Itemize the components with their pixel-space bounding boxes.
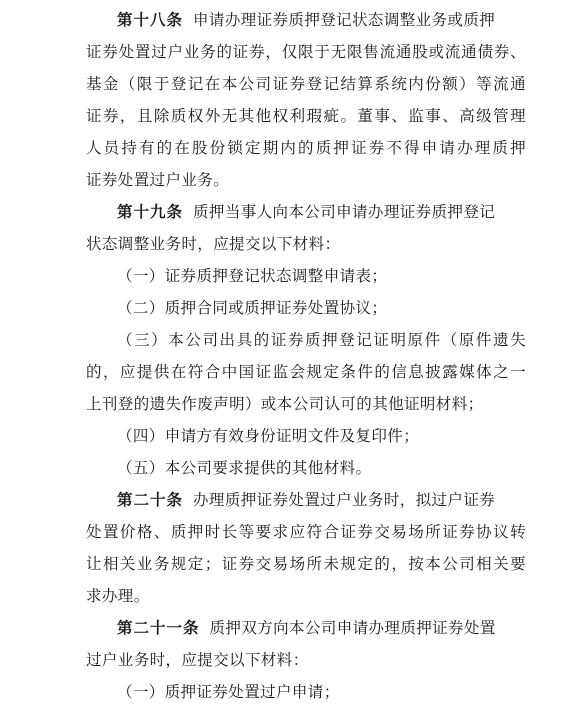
article-19-item-3-cont-2: 上刊登的遗失作废声明）或本公司认可的其他证明材料； <box>86 395 484 413</box>
article-20-title: 第二十条 <box>117 490 184 509</box>
article-21-line-1: 质押双方向本公司申请办理质押证券处置 <box>209 619 496 637</box>
article-21-first-line <box>117 618 526 638</box>
article-18-line-1: 申请办理证券质押登记状态调整业务或质押 <box>193 11 496 29</box>
article-19-item-4: （四）申请方有效身份证明文件及复印件； <box>117 427 420 445</box>
article-18-line-2: 证券处置过户业务的证券，仅限于无限售流通股或流通债券、 <box>86 43 526 61</box>
article-19-title: 第十九条 <box>117 202 184 221</box>
article-18-line-4: 证券，且除质权外无其他权利瑕疵。董事、监事、高级管理 <box>86 107 526 125</box>
article-19-line-2: 状态调整业务时，应提交以下材料： <box>86 235 341 253</box>
article-19-item-2: （二）质押合同或质押证券处置协议； <box>117 299 388 317</box>
article-18-line-3: 基金（限于登记在本公司证券登记结算系统内份额）等流通 <box>86 75 526 93</box>
article-19-item-5: （五）本公司要求提供的其他材料。 <box>117 459 372 477</box>
article-20-line-2: 处置价格、质押时长等要求应符合证券交易场所证券协议转 <box>86 523 526 541</box>
article-19-item-3-cont-1: 的，应提供在符合中国证监会规定条件的信息披露媒体之一 <box>86 363 526 381</box>
article-18-first-line <box>117 10 526 30</box>
article-18-line-6: 证券处置过户业务。 <box>86 171 230 189</box>
article-19-line-1: 质押当事人向本公司申请办理证券质押登记 <box>193 203 496 221</box>
article-20-line-1: 办理质押证券处置过户业务时，拟过户证券 <box>193 491 496 509</box>
article-21-title: 第二十一条 <box>117 618 200 637</box>
article-19-item-3: （三）本公司出具的证券质押登记证明原件（原件遗失 <box>117 331 526 349</box>
article-18-title: 第十八条 <box>117 10 184 29</box>
article-21-line-2: 过户业务时，应提交以下材料： <box>86 651 309 669</box>
article-19-first-line <box>117 202 526 222</box>
article-20-line-3: 让相关业务规定；证券交易场所未规定的，按本公司相关要 <box>86 555 526 573</box>
article-21-item-1: （一）质押证券处置过户申请； <box>117 683 340 701</box>
article-20-line-4: 求办理。 <box>86 587 150 605</box>
article-18-line-5: 人员持有的在股份锁定期内的质押证券不得申请办理质押 <box>86 139 526 157</box>
article-19-item-1: （一）证券质押登记状态调整申请表； <box>117 267 388 285</box>
article-20-first-line <box>117 490 526 510</box>
